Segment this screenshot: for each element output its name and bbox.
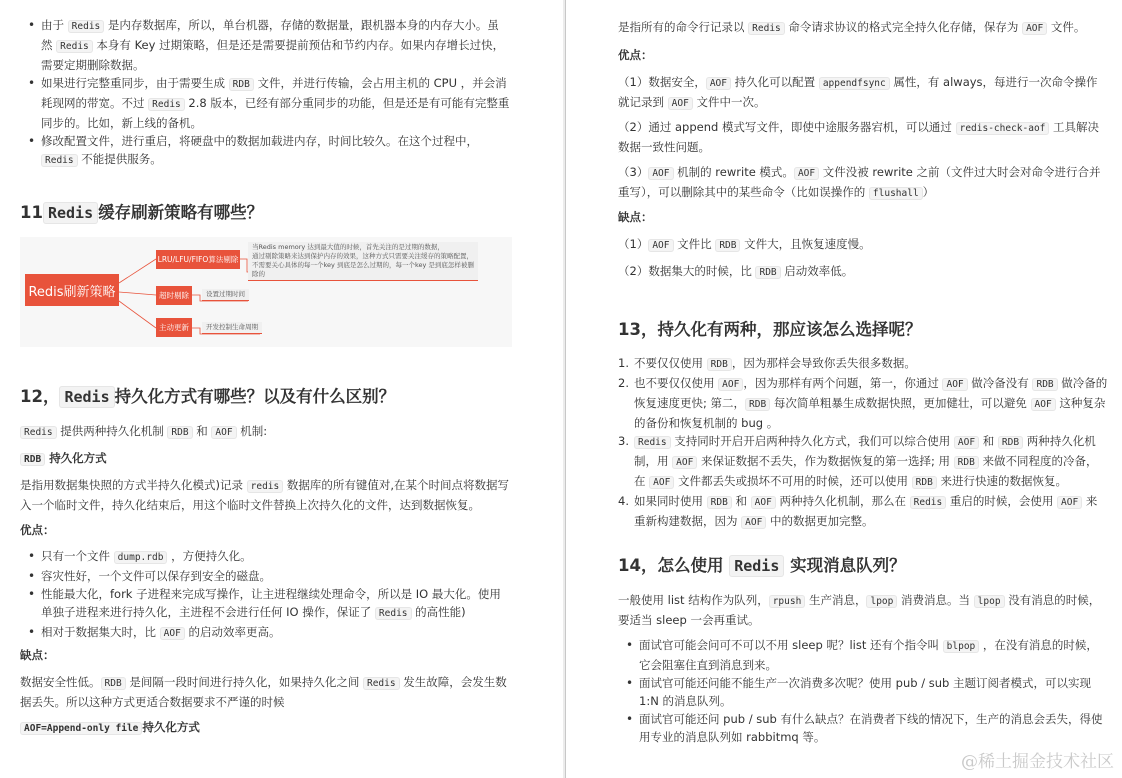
inline-code: AOF bbox=[751, 496, 776, 509]
inline-code: RDB bbox=[101, 677, 126, 690]
list-item: • 只有一个文件 dump.rdb ，方便持久化。 bbox=[20, 547, 510, 567]
inline-code: AOF bbox=[794, 167, 819, 180]
inline-code: RDB bbox=[167, 426, 192, 439]
inline-code: Redis bbox=[375, 607, 412, 620]
list-item: • 性能最大化，fork 子进程来完成写操作，让主进程继续处理命令，所以是 IO 最大化。使用单独子进程来进行持久化，主进程不会进行任何 IO 操作，保证了 Redis 的高性能) bbox=[20, 585, 510, 623]
rdb-pros-list bbox=[20, 547, 510, 643]
rdb-description bbox=[20, 476, 510, 514]
aof-pros-label: 优点： bbox=[618, 48, 653, 62]
section-14-code: Redis bbox=[729, 555, 784, 577]
inline-code: Redis bbox=[68, 20, 105, 33]
section-12-heading bbox=[20, 385, 510, 409]
section-11-number: 11 bbox=[20, 203, 43, 222]
aof-description bbox=[618, 18, 1108, 38]
inline-code: RDB bbox=[229, 78, 254, 91]
inline-code: RDB bbox=[998, 436, 1023, 449]
inline-code: AOF bbox=[1022, 22, 1047, 35]
section-14-bullets bbox=[618, 636, 1108, 746]
mindmap-node-lru: LRU/LFU/FIFO算法剔除 bbox=[156, 250, 240, 269]
section-12-intro bbox=[20, 422, 510, 442]
inline-code: Redis bbox=[148, 98, 185, 111]
paragraph: 数据安全性低。 RDB 是间隔一段时间进行持久化，如果持久化之间 Redis 发生故障，会发生数据丢失。所以这种方式更适合数据要求不严谨的时候 bbox=[20, 675, 507, 709]
inline-code: AOF bbox=[942, 378, 967, 391]
inline-code: blpop bbox=[943, 640, 980, 653]
paragraph: （3） AOF 机制的 rewrite 模式。 AOF 文件没被 rewrite 之前（文件过大时会对命令进行合并重写），可以删除其中的某些命令（比如误操作的 flushall ） bbox=[618, 165, 1101, 199]
mindmap-leaf-active-update: 开发控制生命周期 bbox=[202, 322, 262, 334]
inline-code: AOF bbox=[668, 97, 693, 110]
list-item: • 面试官可能还问 pub / sub 有什么缺点？在消费者下线的情况下，生产的消息会丢失，得使用专业的消息队列如 rabbitmq 等。 bbox=[618, 710, 1108, 746]
list-item: • 修改配置文件，进行重启，将硬盘中的数据加载进内存，时间比较久。在这个过程中，Redis 不能提供服务。 bbox=[20, 132, 510, 170]
inline-code: RDB bbox=[912, 476, 937, 489]
inline-code: RDB bbox=[707, 358, 732, 371]
rdb-cons-label: 缺点： bbox=[20, 648, 55, 662]
section-14-heading: 14，怎么使用 Redis 实现消息队列？ bbox=[618, 556, 906, 575]
paragraph: （2）数据集大的时候，比 RDB 启动效率低。 bbox=[618, 264, 854, 278]
numbered-list-item: 4. 如果同时使用 RDB 和 AOF 两种持久化机制，那么在 Redis 重启的时候，会使用 AOF 来重新构建数据，因为 AOF 中的数据更加完整。 bbox=[618, 494, 1098, 528]
inline-code: AOF bbox=[649, 476, 674, 489]
inline-code: AOF bbox=[1057, 496, 1082, 509]
section-11-title: 缓存刷新策略有哪些？ bbox=[98, 203, 264, 222]
section-11-heading bbox=[20, 201, 510, 225]
mindmap-node-timeout: 超时剔除 bbox=[156, 286, 192, 305]
mindmap-leaf-timeout: 设置过期时间 bbox=[202, 289, 249, 301]
inline-code: Redis bbox=[20, 426, 57, 439]
section-12-title: 持久化方式有哪些？以及有什么区别？ bbox=[114, 387, 396, 406]
aof-cons-label: 缺点： bbox=[618, 210, 653, 224]
inline-code: Redis bbox=[363, 677, 400, 690]
inline-code: Redis bbox=[748, 22, 785, 35]
paragraph: 是指用数据集快照的方式半持久化模式)记录 redis 数据库的所有键值对,在某个时间点将数据写入一个临时文件，持久化结束后，用这个临时文件替换上次持久化的文件，达到数据恢复。 bbox=[20, 478, 510, 512]
list-item: • 容灾性好，一个文件可以保存到安全的磁盘。 bbox=[20, 567, 510, 585]
numbered-list-item: 2. 也不要仅仅使用 AOF ，因为那样有两个问题，第一，你通过 AOF 做冷备没有 RDB 做冷备的恢复速度更快; 第二， RDB 每次简单粗暴生成数据快照，更加健壮，可以避免 AOF 这种复杂的备份和恢复机制的 bug 。 bbox=[618, 376, 1108, 430]
section-14-intro bbox=[618, 591, 1108, 629]
list-item: • 由于 Redis 是内存数据库，所以，单台机器，存储的数据量，跟机器本身的内存大小。虽然 Redis 本身有 Key 过期策略，但是还是需要提前预估和节约内存。如果内存增长过快，需要定期删除数据。 bbox=[20, 16, 510, 74]
inline-code: AOF bbox=[954, 436, 979, 449]
inline-code: redis bbox=[247, 480, 284, 493]
paragraph: （2）通过 append 模式写文件，即使中途服务器宕机，可以通过 redis-check-aof 工具解决数据一致性问题。 bbox=[618, 120, 1100, 154]
paragraph: （1）数据安全， AOF 持久化可以配置 appendfsync 属性，有 always，每进行一次命令操作就记录到 AOF 文件中一次。 bbox=[618, 75, 1098, 109]
aof-pro-3 bbox=[618, 163, 1108, 203]
inline-code: AOF bbox=[211, 426, 236, 439]
inline-code: rpush bbox=[769, 595, 806, 608]
inline-code: appendfsync bbox=[819, 77, 890, 90]
section-13-list bbox=[618, 354, 1108, 532]
inline-code: Redis bbox=[634, 436, 671, 449]
section-12-code: Redis bbox=[59, 386, 114, 408]
inline-code: redis-check-aof bbox=[956, 122, 1050, 135]
inline-code: flushall bbox=[869, 187, 923, 200]
rdb-cons-text bbox=[20, 673, 510, 711]
inline-code: lpop bbox=[866, 595, 897, 608]
inline-code: AOF bbox=[648, 167, 673, 180]
paragraph: Redis 提供两种持久化机制 RDB 和 AOF 机制: bbox=[20, 422, 510, 442]
inline-code: Redis bbox=[41, 154, 78, 167]
inline-code: RDB bbox=[707, 496, 732, 509]
right-page bbox=[565, 0, 1122, 778]
redis-refresh-strategy-mindmap bbox=[20, 237, 512, 347]
paragraph: 是指所有的命令行记录以 Redis 命令请求协议的格式完全持久化存储，保存为 AOF 文件。 bbox=[618, 20, 1086, 34]
list-item: • 如果进行完整重同步，由于需要生成 RDB 文件，并进行传输，会占用主机的 CPU ，并会消耗现网的带宽。不过 Redis 2.8 版本，已经有部分重同步的功能，但是还是有可能有完整重同步的。比如，新上线的备机。 bbox=[20, 74, 510, 132]
inline-code: AOF bbox=[648, 239, 673, 252]
mindmap-root-node: Redis刷新策略 bbox=[25, 274, 119, 306]
inline-code: Redis bbox=[56, 40, 93, 53]
inline-code: AOF bbox=[718, 378, 743, 391]
inline-code: dump.rdb bbox=[114, 551, 168, 564]
mindmap-leaf-lru: 当Redis memory 达到最大值的时候，首先关注的是过期的数据， 通过剔除策略来达到保护内存的效果，这种方式只需要关注缓存的策略配置， 不需要关心具体的每一个key 到底是怎么过期的，每一个key 是到底怎样被删除的 bbox=[248, 242, 478, 281]
inline-code: AOF bbox=[1031, 398, 1056, 411]
numbered-list-item: 3. Redis 支持同时开启开启两种持久化方式，我们可以综合使用 AOF 和 RDB 两种持久化机制，用 AOF 来保证数据不丢失，作为数据恢复的第一选择; 用 RDB 来做不同程度的冷备，在 AOF 文件都丢失或损坏不可用的时候，还可以使用 RDB 来进行快速的数据恢复。 bbox=[618, 434, 1098, 488]
aof-pro-2 bbox=[618, 118, 1108, 156]
section-11-code: Redis bbox=[43, 202, 98, 224]
aof-subheading: AOF=Append-only file 持久化方式 bbox=[20, 718, 510, 738]
rdb-pros-label: 优点： bbox=[20, 523, 55, 537]
paragraph: （1） AOF 文件比 RDB 文件大，且恢复速度慢。 bbox=[618, 237, 871, 251]
inline-code: AOF bbox=[672, 456, 697, 469]
inline-code: AOF bbox=[706, 77, 731, 90]
list-item: • 相对于数据集大时，比 AOF 的启动效率更高。 bbox=[20, 623, 510, 643]
aof-con-2 bbox=[618, 262, 1108, 282]
inline-code: AOF bbox=[160, 627, 185, 640]
paragraph: 一般使用 list 结构作为队列， rpush 生产消息， lpop 消费消息。当 lpop 没有消息的时候，要适当 sleep 一会再重试。 bbox=[618, 593, 1101, 627]
inline-code: RDB bbox=[954, 456, 979, 469]
aof-con-1 bbox=[618, 235, 1108, 255]
numbered-list-item: 1. 不要仅仅使用 RDB ，因为那样会导致你丢失很多数据。 bbox=[618, 356, 916, 370]
list-item: • 面试官可能会问可不可以不用 sleep 呢？list 还有个指令叫 blpop ，在没有消息的时候，它会阻塞住直到消息到来。 bbox=[618, 636, 1108, 674]
list-item: • 面试官可能还问能不能生产一次消费多次呢？使用 pub / sub 主题订阅者模式，可以实现 1:N 的消息队列。 bbox=[618, 674, 1108, 710]
inline-code: Redis bbox=[910, 496, 947, 509]
inline-code: RDB bbox=[745, 398, 770, 411]
aof-pro-1 bbox=[618, 73, 1108, 113]
section-12-number: 12， bbox=[20, 387, 60, 406]
inline-code: lpop bbox=[974, 595, 1005, 608]
inline-code: RDB bbox=[1032, 378, 1057, 391]
watermark: @稀土掘金技术社区 bbox=[961, 752, 1114, 772]
mindmap-node-active-update: 主动更新 bbox=[156, 318, 192, 337]
section-13-heading: 13，持久化有两种，那应该怎么选择呢？ bbox=[618, 320, 922, 339]
intro-bullet-list bbox=[20, 16, 510, 170]
inline-code: RDB bbox=[755, 266, 780, 279]
inline-code: AOF bbox=[741, 516, 766, 529]
inline-code: RDB bbox=[715, 239, 740, 252]
rdb-subheading: RDB 持久化方式 bbox=[20, 449, 510, 469]
